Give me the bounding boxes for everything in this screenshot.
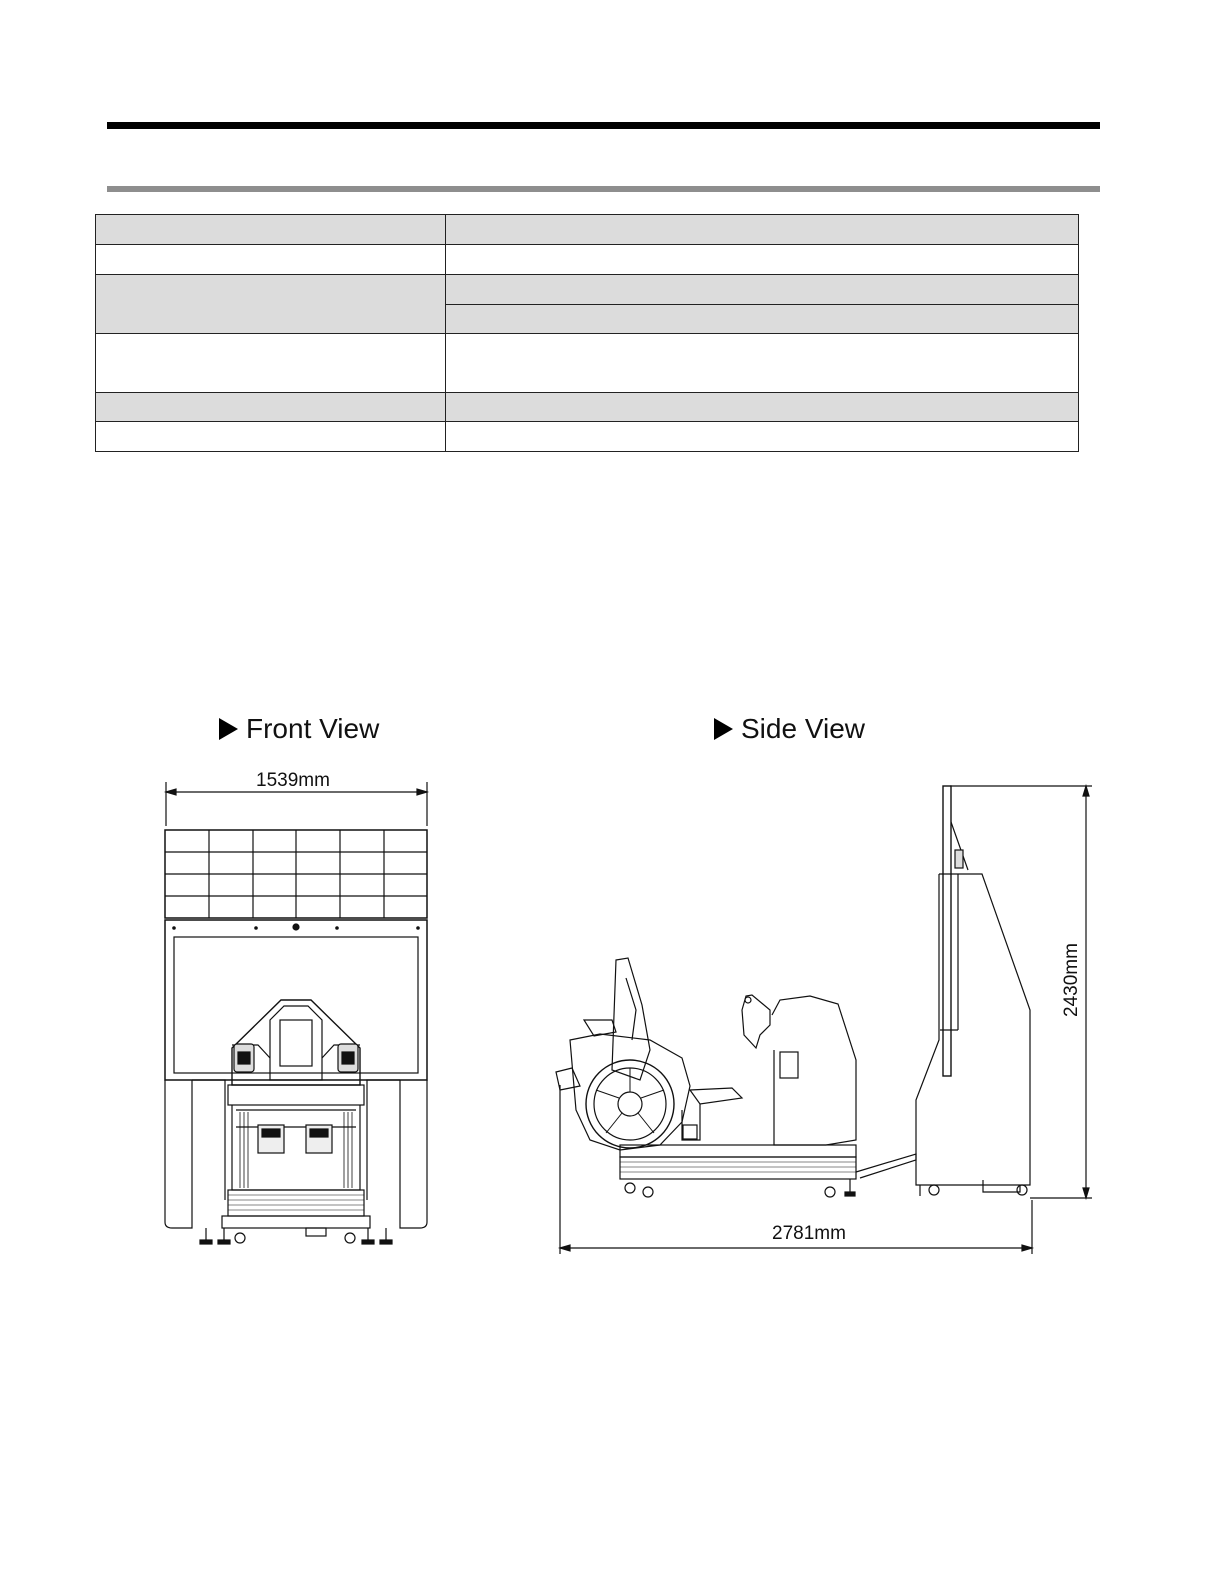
side-view-title xyxy=(714,712,865,746)
table-row xyxy=(96,245,1079,275)
table-cell xyxy=(96,245,446,275)
table-row xyxy=(96,215,1079,245)
table-cell xyxy=(446,215,1079,245)
table-cell xyxy=(446,334,1079,393)
front-width-dimension: 1539mm xyxy=(256,770,330,791)
right-triangle-arrow-icon xyxy=(714,718,733,740)
spec-table xyxy=(95,214,1079,452)
table-row xyxy=(96,275,1079,305)
front-view-title xyxy=(219,712,379,746)
table-cell xyxy=(96,393,446,422)
front-view-label: Front View xyxy=(246,713,380,744)
table-cell xyxy=(446,305,1079,334)
top-header-bar xyxy=(107,122,1100,129)
right-triangle-arrow-icon xyxy=(219,718,238,740)
table-cell xyxy=(446,245,1079,275)
side-view-label: Side View xyxy=(741,713,866,744)
section-divider xyxy=(107,186,1100,192)
table-cell xyxy=(446,275,1079,305)
table-row xyxy=(96,422,1079,452)
side-length-dimension: 2781mm xyxy=(772,1223,846,1244)
side-view-drawing xyxy=(556,786,1092,1254)
table-cell xyxy=(96,275,446,334)
table-cell xyxy=(96,215,446,245)
table-cell xyxy=(446,393,1079,422)
side-height-dimension: 2430mm xyxy=(1061,943,1082,1017)
front-view-drawing xyxy=(165,782,427,1244)
table-row xyxy=(96,334,1079,393)
table-cell xyxy=(96,422,446,452)
table-row xyxy=(96,393,1079,422)
table-cell xyxy=(96,334,446,393)
table-cell xyxy=(446,422,1079,452)
